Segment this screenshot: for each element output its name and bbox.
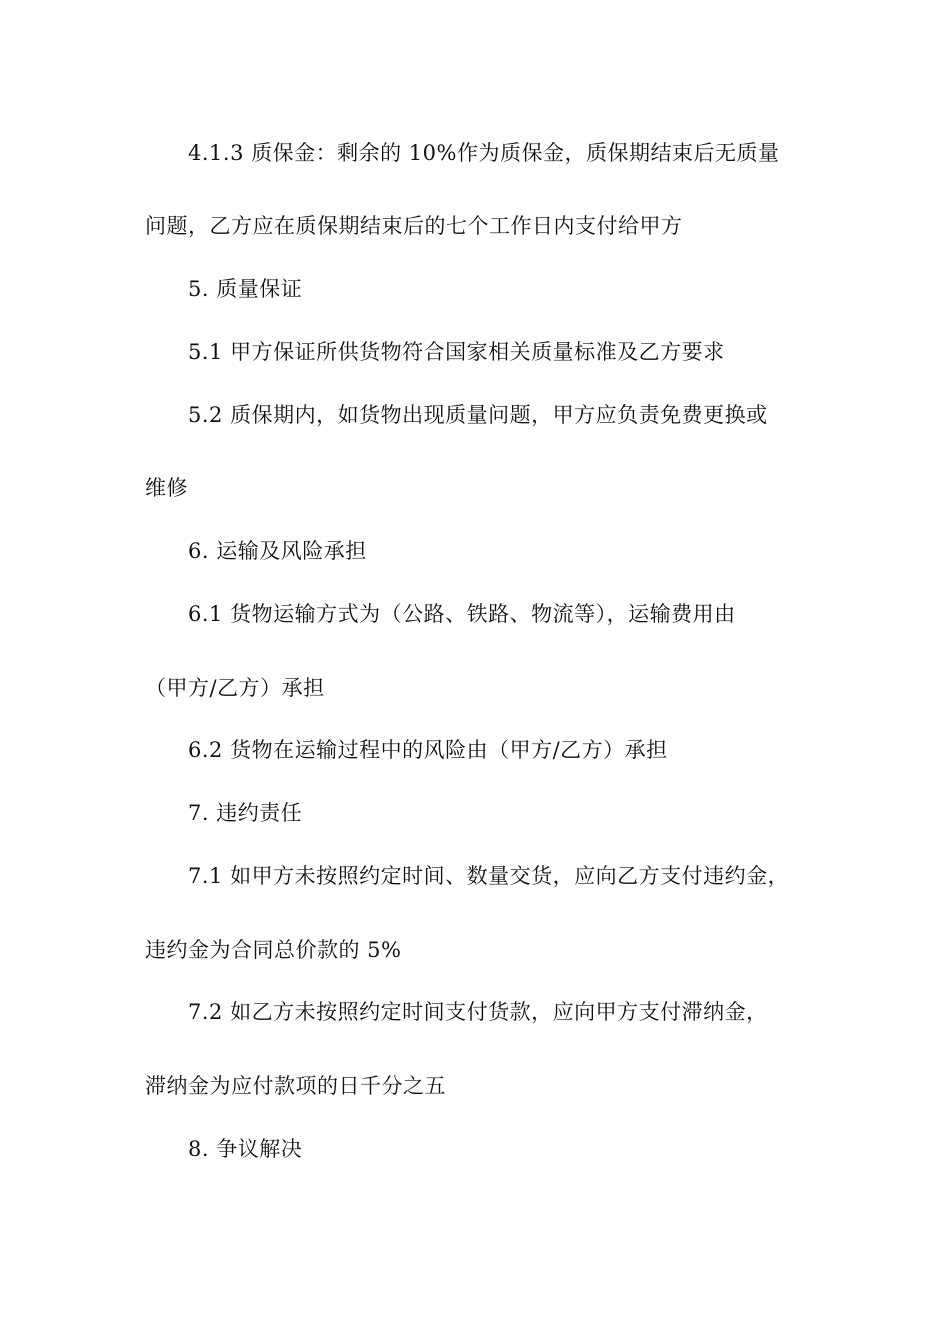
- section-5-heading: 5. 质量保证: [188, 277, 303, 301]
- clause-6-2: 6.2 货物在运输过程中的风险由（甲方/乙方）承担: [188, 738, 668, 762]
- clause-5-2-line-2: 维修: [145, 476, 188, 500]
- clause-7-2-line-2: 滞纳金为应付款项的日千分之五: [145, 1074, 446, 1098]
- clause-7-2-line-1: 7.2 如乙方未按照约定时间支付货款，应向甲方支付滞纳金，: [188, 1000, 768, 1024]
- clause-4-1-3-line-1: 4.1.3 质保金：剩余的 10%作为质保金，质保期结束后无质量: [188, 141, 780, 165]
- section-8-heading: 8. 争议解决: [188, 1137, 303, 1161]
- clause-6-1-line-2: （甲方/乙方）承担: [145, 676, 325, 700]
- section-6-heading: 6. 运输及风险承担: [188, 539, 367, 563]
- clause-7-1-line-1: 7.1 如甲方未按照约定时间、数量交货，应向乙方支付违约金，: [188, 864, 790, 888]
- clause-5-2-line-1: 5.2 质保期内，如货物出现质量问题，甲方应负责免费更换或: [188, 403, 768, 427]
- clause-5-1: 5.1 甲方保证所供货物符合国家相关质量标准及乙方要求: [188, 340, 725, 364]
- clause-4-1-3-line-2: 问题，乙方应在质保期结束后的七个工作日内支付给甲方: [145, 214, 683, 238]
- section-7-heading: 7. 违约责任: [188, 801, 303, 825]
- clause-6-1-line-1: 6.1 货物运输方式为（公路、铁路、物流等），运输费用由: [188, 602, 736, 626]
- clause-7-1-line-2: 违约金为合同总价款的 5%: [145, 938, 402, 962]
